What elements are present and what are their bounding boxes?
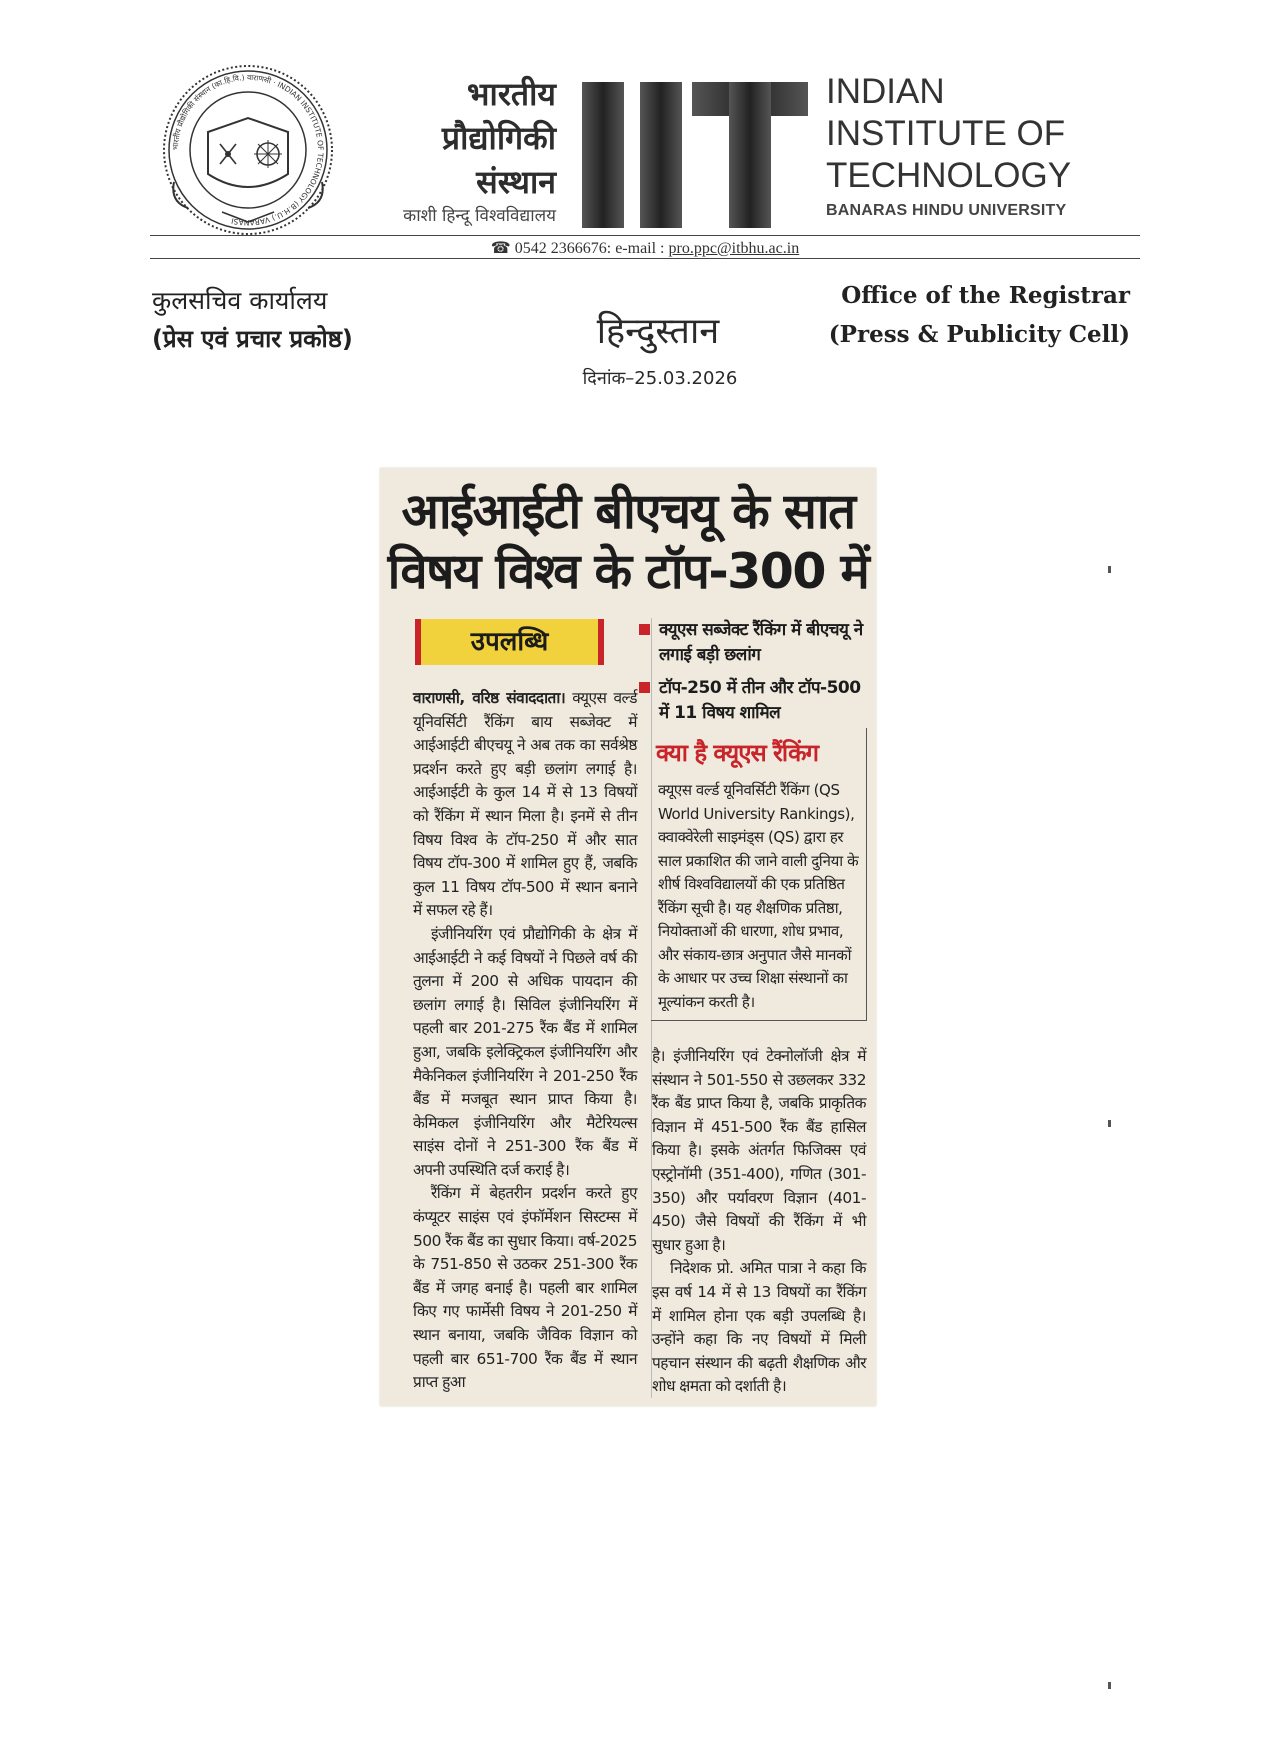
email-label: e-mail :	[615, 240, 665, 257]
newspaper-name: हिन्दुस्तान	[596, 311, 720, 352]
phone-icon: ☎	[490, 240, 511, 257]
english-name-line-1: INDIAN	[826, 72, 945, 111]
office-english-title: Office of the Registrar	[841, 282, 1130, 309]
letterhead-rule-bottom	[150, 258, 1140, 259]
bullet-text: क्यूएस सब्जेक्ट रैंकिंग में बीएचयू ने लगाई बड़ी छलांग	[659, 620, 863, 665]
clipping-headline	[380, 482, 876, 602]
hindi-name-line-1: भारतीय	[467, 75, 556, 113]
achievement-tag: उपलब्धि	[415, 619, 604, 665]
office-hindi-subtitle: (प्रेस एवं प्रचार प्रकोष्ठ)	[152, 325, 353, 353]
clipping-date: दिनांक–25.03.2026	[582, 368, 738, 389]
bullet-square-icon	[639, 682, 650, 693]
newspaper-clipping	[380, 468, 876, 1406]
scan-speck	[1108, 1682, 1111, 1689]
article-column-left	[413, 687, 637, 1395]
iit-logo	[582, 80, 808, 228]
bullet-square-icon	[639, 624, 650, 635]
phone-number: 0542 2366676	[514, 240, 607, 257]
english-university-name: BANARAS HINDU UNIVERSITY	[826, 202, 1067, 219]
hindi-name-line-2: प्रौद्योगिकी	[441, 119, 556, 157]
institute-seal	[160, 62, 336, 238]
qs-info-title: क्या है क्यूएस रैंकिंग	[656, 739, 819, 767]
qs-info-body: क्यूएस वर्ल्ड यूनिवर्सिटी रैंकिंग (QS World University Rankings), क्वाक्वेरेली साइमंड्स (QS) द्वारा हर साल प्रकाशित की जाने वाली दुनिया के शीर्ष विश्वविद्यालयों की एक प्रतिष्ठित रैंकिंग सूची है। यह शैक्षणिक प्रतिष्ठा, नियोक्ताओं की धारणा, शोध प्रभाव, और संकाय-छात्र अनुपात जैसे मानकों के आधार पर उच्च शिक्षा संस्थानों का मूल्यांकन करती है।	[658, 781, 859, 1011]
highlight-bullet-2	[659, 676, 865, 726]
hindi-university-name: काशी हिन्दू विश्वविद्यालय	[403, 206, 556, 226]
article-column-right	[652, 1045, 866, 1399]
article-paragraph: वाराणसी, वरिष्ठ संवाददाता। क्यूएस वर्ल्ड यूनिवर्सिटी रैंकिंग बाय सब्जेक्ट में आईआईटी बीएचयू ने अब तक का सर्वश्रेष्ठ प्रदर्शन करते हुए बड़ी छलांग लगाई है। आईआईटी के कुल 14 में से 13 विषयों को रैंकिंग में स्थान मिला है। इनमें से तीन विषय विश्व के टॉप-250 में और सात विषय टॉप-300 में शामिल हुए हैं, जबकि कुल 11 विषय टॉप-500 में स्थान बनाने में सफल रहे हैं।	[413, 689, 637, 920]
english-name-line-3: TECHNOLOGY	[826, 156, 1072, 195]
english-name-line-2: INSTITUTE OF	[826, 114, 1066, 153]
article-paragraph: रैंकिंग में बेहतरीन प्रदर्शन करते हुए कंप्यूटर साइंस एवं इंफॉर्मेशन सिस्टम्स में 500 रैंक बैंड का सुधार किया। वर्ष-2025 के 751-850 से उठकर 251-300 रैंक बैंड में जगह बनाई है। पहली बार शामिल किए गए फार्मेसी विषय ने 201-250 में स्थान बनाया, जबकि जैविक विज्ञान को पहली बार 651-700 रैंक बैंड में स्थान प्राप्त हुआ	[413, 1184, 637, 1392]
headline-line-2: विषय विश्व के टॉप-300 में	[387, 543, 869, 600]
contact-line: ☎ 0542 2366676: e-mail : pro.ppc@itbhu.ac.in	[490, 240, 800, 257]
letterhead-rule-top	[150, 235, 1140, 236]
seal-ring-text: भारतीय प्रौद्योगिकी संस्थान (का.हि.वि.) वाराणसी · INDIAN INSTITUTE OF TECHNOLOGY (B.H.U.) VARANASI	[170, 72, 326, 228]
article-paragraph: निदेशक प्रो. अमित पात्रा ने कहा कि इस वर्ष 14 में से 13 विषयों का रैंकिंग में शामिल होना एक बड़ी उपलब्धि है। उन्होंने कहा कि नए विषयों में मिली पहचान संस्थान की बढ़ती शैक्षणिक और शोध क्षमता को दर्शाती है।	[652, 1259, 866, 1396]
headline-line-1: आईआईटी बीएचयू के सात	[401, 483, 855, 540]
scan-speck	[1108, 566, 1111, 573]
office-english-subtitle: (Press & Publicity Cell)	[828, 321, 1130, 348]
email-link[interactable]: pro.ppc@itbhu.ac.in	[668, 240, 800, 257]
article-paragraph: है। इंजीनियरिंग एवं टेक्नोलॉजी क्षेत्र में संस्थान ने 501-550 से उछलकर 332 रैंक बैंड प्राप्त किया है, जबकि प्राकृतिक विज्ञान में 451-500 रैंक बैंड हासिल किया है। इसके अंतर्गत फिजिक्स एवं एस्ट्रोनॉमी (351-400), गणित (301-350) और पर्यावरण विज्ञान (401-450) जैसे विषयों की रैंकिंग में भी सुधार हुआ है।	[652, 1047, 866, 1254]
svg-text:भारतीय प्रौद्योगिकी संस्थान (क	[171, 73, 325, 227]
bullet-text: टॉप-250 में तीन और टॉप-500 में 11 विषय शामिल	[659, 678, 861, 723]
office-hindi-title: कुलसचिव कार्यालय	[152, 286, 328, 315]
article-dateline: वाराणसी, वरिष्ठ संवाददाता।	[413, 689, 566, 707]
highlight-bullet-1	[659, 618, 865, 668]
scan-speck	[1108, 1120, 1111, 1127]
article-paragraph: इंजीनियरिंग एवं प्रौद्योगिकी के क्षेत्र में आईआईटी ने कई विषयों ने पिछले वर्ष की तुलना में 200 से अधिक पायदान की छलांग लगाई है। सिविल इंजीनियरिंग में पहली बार 201-275 रैंक बैंड में शामिल हुआ, जबकि इलेक्ट्रिकल इंजीनियरिंग और मैकेनिकल इंजीनियरिंग ने 201-250 रैंक बैंड में मजबूत स्थान प्राप्त किया है। केमिकल इंजीनियरिंग और मैटेरियल्स साइंस दोनों ने 251-300 रैंक बैंड में अपनी उपस्थिति दर्ज कराई है।	[413, 924, 637, 1179]
hindi-name-line-3: संस्थान	[476, 163, 556, 201]
